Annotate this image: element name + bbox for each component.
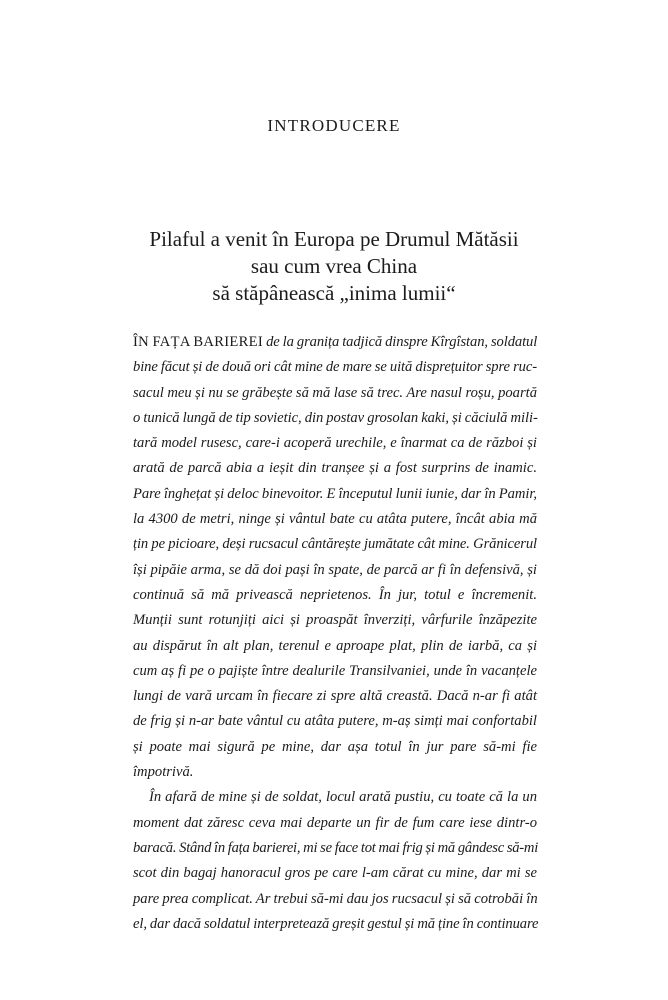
chapter-subtitle bbox=[0, 226, 668, 307]
paragraph-1 bbox=[133, 330, 537, 785]
text-line: moment dat zăresc ceva mai departe un fir de fum care iese dintr-o bbox=[133, 814, 537, 831]
text-line: lungi de vară urcam în fiecare zi spre altă creastă. Dacă n-ar fi atât bbox=[133, 688, 537, 705]
text-line: tară model rusesc, care-i acoperă urechile, e înarmat ca de război și bbox=[133, 435, 537, 452]
text-line: își pipăie arma, se dă doi pași în spate, de parcă ar fi în defensivă, și bbox=[133, 561, 537, 578]
subtitle-line-1: Pilaful a venit în Europa pe Drumul Mătăsii bbox=[149, 227, 519, 251]
text-line: Munții sunt rotunjiți aici și proaspăt înverziți, vârfurile înzăpezite bbox=[133, 612, 537, 629]
text-line: și poate mai sigură pe mine, dar așa totul în jur pare să-mi fie bbox=[133, 738, 537, 755]
text-line: împotrivă. bbox=[133, 764, 194, 781]
text-line: ÎN FAȚA BARIEREI de la granița tadjică dinspre Kîrgîstan, soldatul bbox=[133, 334, 538, 350]
text-line: scot din bagaj hanoracul gros pe care l-am cărat cu mine, dar mi se bbox=[133, 865, 537, 882]
text-line: cum aș fi pe o pajiște între dealurile Transilvaniei, unde în vacanțele bbox=[133, 662, 537, 679]
subtitle-line-3: să stăpânească „inima lumii“ bbox=[212, 281, 456, 305]
body-text bbox=[133, 330, 537, 937]
subtitle-line-2: sau cum vrea China bbox=[250, 254, 418, 278]
text-line: o tunică lungă de tip sovietic, din postav grosolan kaki, și căciulă mili- bbox=[133, 409, 538, 426]
text-line: În afară de mine și de soldat, locul arată pustiu, cu toate că la un bbox=[149, 789, 537, 806]
text-line: de frig și n-ar bate vântul cu atâta putere, m-aș simți mai confortabil bbox=[133, 713, 537, 730]
text-line: țin pe picioare, deși rucsacul cântărește jumătate cât mine. Grănicerul bbox=[133, 536, 537, 553]
text-line: baracă. Stând în fața barierei, mi se face tot mai frig și mă gândesc să-mi bbox=[133, 839, 539, 856]
text-line: arată de parcă abia a ieșit din tranșee și a fost surprins de inamic. bbox=[133, 460, 537, 477]
text-line: el, dar dacă soldatul interpretează greșit gestul și mă ține în continuare bbox=[133, 915, 539, 932]
text-line: Pare înghețat și deloc binevoitor. E începutul lunii iunie, dar în Pamir, bbox=[133, 485, 537, 502]
chapter-title: INTRODUCERE bbox=[267, 116, 401, 135]
lead-in: ÎN FAȚA BARIEREI bbox=[133, 334, 264, 350]
text-line: sacul meu și nu se grăbește să mă lase să trec. Are nasul roșu, poartă bbox=[133, 384, 537, 401]
text-line: bine făcut și de două ori cât mine de mare se uită disprețuitor spre ruc- bbox=[133, 359, 537, 376]
text-line: continuă să mă privească neprietenos. În jur, totul e încremenit. bbox=[133, 586, 537, 603]
paragraph-2 bbox=[133, 785, 537, 937]
text-line: au dispărut în alt plan, terenul e aproape plat, plin de iarbă, ca și bbox=[133, 637, 537, 654]
text-line: pare prea complicat. Ar trebui să-mi dau jos rucsacul și să cotrobăi în bbox=[133, 890, 538, 907]
text-line: la 4300 de metri, ninge și vântul bate cu atâta putere, încât abia mă bbox=[133, 511, 537, 528]
